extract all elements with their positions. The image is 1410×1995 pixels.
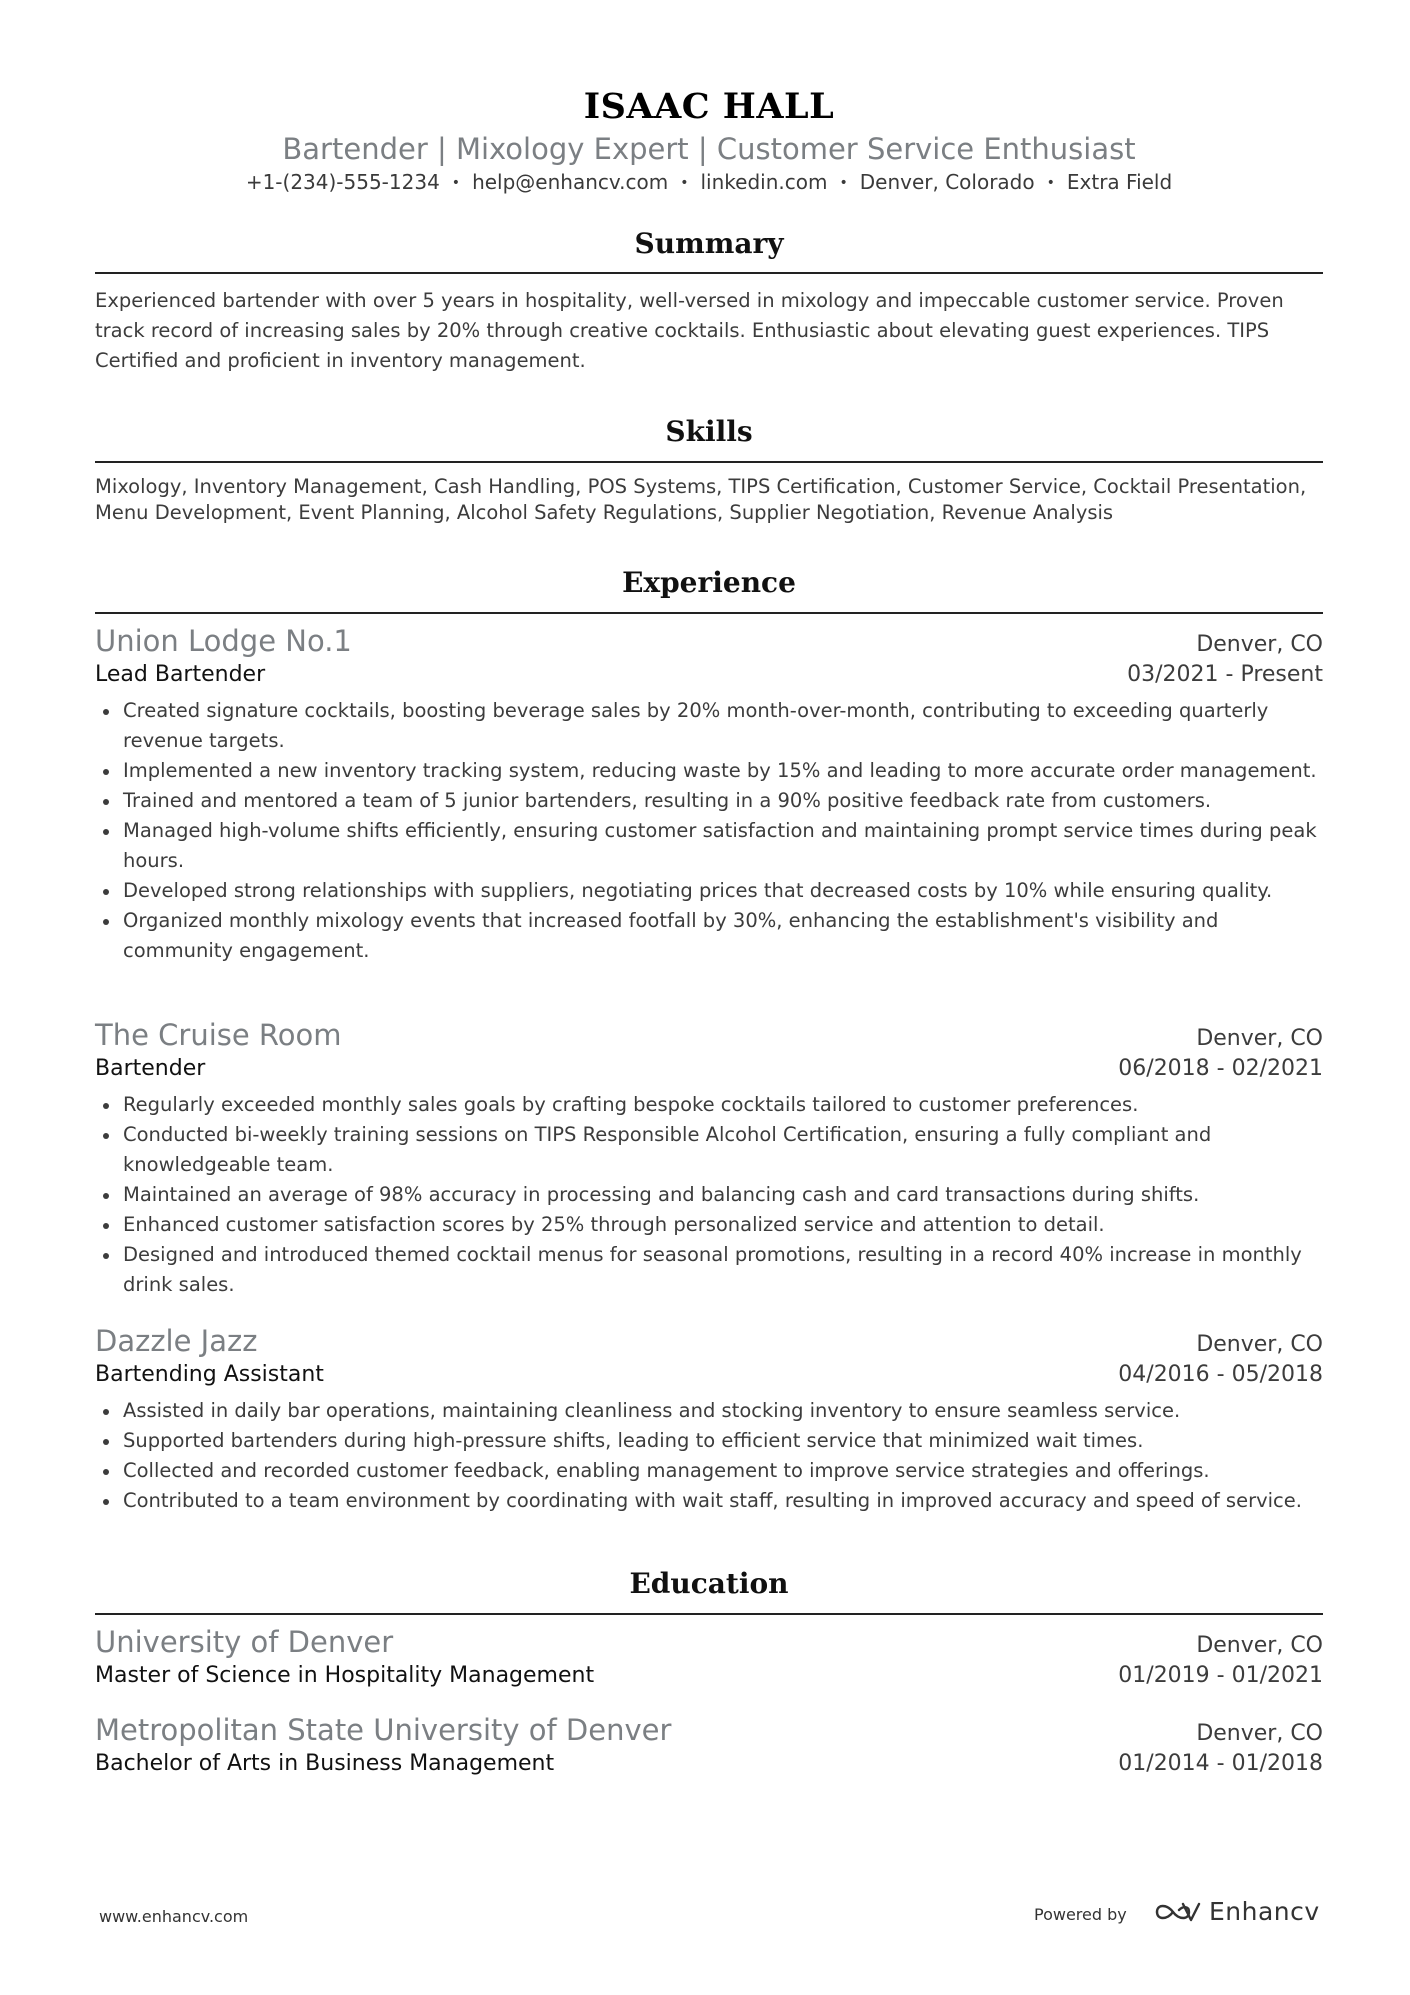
job-bullet: Supported bartenders during high-pressure shifts, leading to efficient service that minimized wait times. <box>95 1426 1323 1456</box>
job-bullet: Trained and mentored a team of 5 junior bartenders, resulting in a 90% positive feedback rate from customers. <box>95 786 1323 816</box>
job-bullet: Implemented a new inventory tracking system, reducing waste by 15% and leading to more accurate order management. <box>95 756 1323 786</box>
education-entry <box>95 1623 1323 1691</box>
job-location: Denver, CO <box>1196 1026 1323 1051</box>
enhancv-brand-name: Enhancv <box>1209 1897 1320 1926</box>
school-name: University of Denver <box>95 1625 394 1659</box>
job-title: Bartending Assistant <box>95 1362 324 1387</box>
company-name: The Cruise Room <box>95 1018 342 1052</box>
degree-title: Bachelor of Arts in Business Management <box>95 1751 555 1776</box>
skills-divider <box>95 461 1323 463</box>
job-bullet: Contributed to a team environment by coordinating with wait staff, resulting in improved accuracy and speed of service. <box>95 1486 1323 1516</box>
enhancv-logo-icon <box>1153 1900 1201 1924</box>
footer-website-link[interactable]: www.enhancv.com <box>99 1907 249 1926</box>
experience-entry <box>95 1322 1323 1516</box>
job-location: Denver, CO <box>1196 1332 1323 1357</box>
job-bullet-list <box>95 696 1323 966</box>
job-bullet-list <box>95 1396 1323 1516</box>
powered-by-label: Powered by <box>1034 1905 1127 1924</box>
job-bullet: Regularly exceeded monthly sales goals by crafting bespoke cocktails tailored to customer preferences. <box>95 1090 1323 1120</box>
experience-entry <box>95 622 1323 966</box>
company-name: Union Lodge No.1 <box>95 624 352 658</box>
company-name: Dazzle Jazz <box>95 1324 258 1358</box>
school-name: Metropolitan State University of Denver <box>95 1713 672 1747</box>
experience-section-title: Experience <box>622 566 796 599</box>
enhancv-brand[interactable] <box>1153 1897 1320 1926</box>
job-dates: 03/2021 - Present <box>1127 662 1323 687</box>
job-bullet: Organized monthly mixology events that increased footfall by 30%, enhancing the establishment's visibility and community engagement. <box>95 906 1323 966</box>
job-bullet: Collected and recorded customer feedback, enabling management to improve service strategies and offerings. <box>95 1456 1323 1486</box>
school-location: Denver, CO <box>1196 1721 1323 1746</box>
skills-text: Mixology, Inventory Management, Cash Handling, POS Systems, TIPS Certification, Customer Service, Cocktail Presentation, Menu Development, Event Planning, Alcohol Safety Regulations, Supplier Negotiation, Revenue Analysis <box>95 475 1307 524</box>
job-bullet: Maintained an average of 98% accuracy in processing and balancing cash and card transactions during shifts. <box>95 1180 1323 1210</box>
summary-text: Experienced bartender with over 5 years in hospitality, well-versed in mixology and impeccable customer service. Proven track record of increasing sales by 20% through creative cocktails. Enthusiastic about elevating guest experiences. TIPS Certified and proficient in inventory management. <box>95 289 1284 372</box>
job-dates: 06/2018 - 02/2021 <box>1118 1056 1323 1081</box>
job-bullet: Created signature cocktails, boosting beverage sales by 20% month-over-month, contributing to exceeding quarterly revenue targets. <box>95 696 1323 756</box>
experience-entry <box>95 1016 1323 1300</box>
education-entry <box>95 1711 1323 1779</box>
job-bullet: Conducted bi-weekly training sessions on TIPS Responsible Alcohol Certification, ensuring a fully compliant and knowledgeable team. <box>95 1120 1323 1180</box>
contact-separator: • <box>680 175 689 191</box>
education-divider <box>95 1613 1323 1615</box>
contact-phone: +1-(234)-555-1234 <box>245 170 440 194</box>
job-bullet: Enhanced customer satisfaction scores by 25% through personalized service and attention to detail. <box>95 1210 1323 1240</box>
degree-title: Master of Science in Hospitality Management <box>95 1663 595 1688</box>
contact-line <box>95 168 1323 197</box>
contact-email[interactable]: help@enhancv.com <box>472 170 669 194</box>
job-bullet: Assisted in daily bar operations, maintaining cleanliness and stocking inventory to ensure seamless service. <box>95 1396 1323 1426</box>
contact-separator: • <box>1046 175 1055 191</box>
contact-location: Denver, Colorado <box>859 170 1035 194</box>
job-bullet: Developed strong relationships with suppliers, negotiating prices that decreased costs by 10% while ensuring quality. <box>95 876 1323 906</box>
contact-separator: • <box>839 175 848 191</box>
job-bullet: Managed high-volume shifts efficiently, ensuring customer satisfaction and maintaining prompt service times during peak hours. <box>95 816 1323 876</box>
experience-divider <box>95 612 1323 614</box>
job-location: Denver, CO <box>1196 632 1323 657</box>
summary-divider <box>95 272 1323 274</box>
candidate-name: ISAAC HALL <box>583 86 835 127</box>
job-title: Lead Bartender <box>95 662 266 687</box>
job-bullet-list <box>95 1090 1323 1300</box>
contact-linkedin[interactable]: linkedin.com <box>700 170 828 194</box>
education-section-title: Education <box>629 1567 789 1600</box>
contact-extra-field: Extra Field <box>1066 170 1173 194</box>
education-dates: 01/2019 - 01/2021 <box>1118 1663 1323 1688</box>
school-location: Denver, CO <box>1196 1633 1323 1658</box>
candidate-headline: Bartender | Mixology Expert | Customer Service Enthusiast <box>282 132 1136 166</box>
job-title: Bartender <box>95 1056 206 1081</box>
job-dates: 04/2016 - 05/2018 <box>1118 1362 1323 1387</box>
contact-separator: • <box>451 175 461 191</box>
job-bullet: Designed and introduced themed cocktail menus for seasonal promotions, resulting in a record 40% increase in monthly drink sales. <box>95 1240 1323 1300</box>
summary-section-title: Summary <box>634 227 784 260</box>
education-dates: 01/2014 - 01/2018 <box>1118 1751 1323 1776</box>
skills-section-title: Skills <box>665 415 753 448</box>
